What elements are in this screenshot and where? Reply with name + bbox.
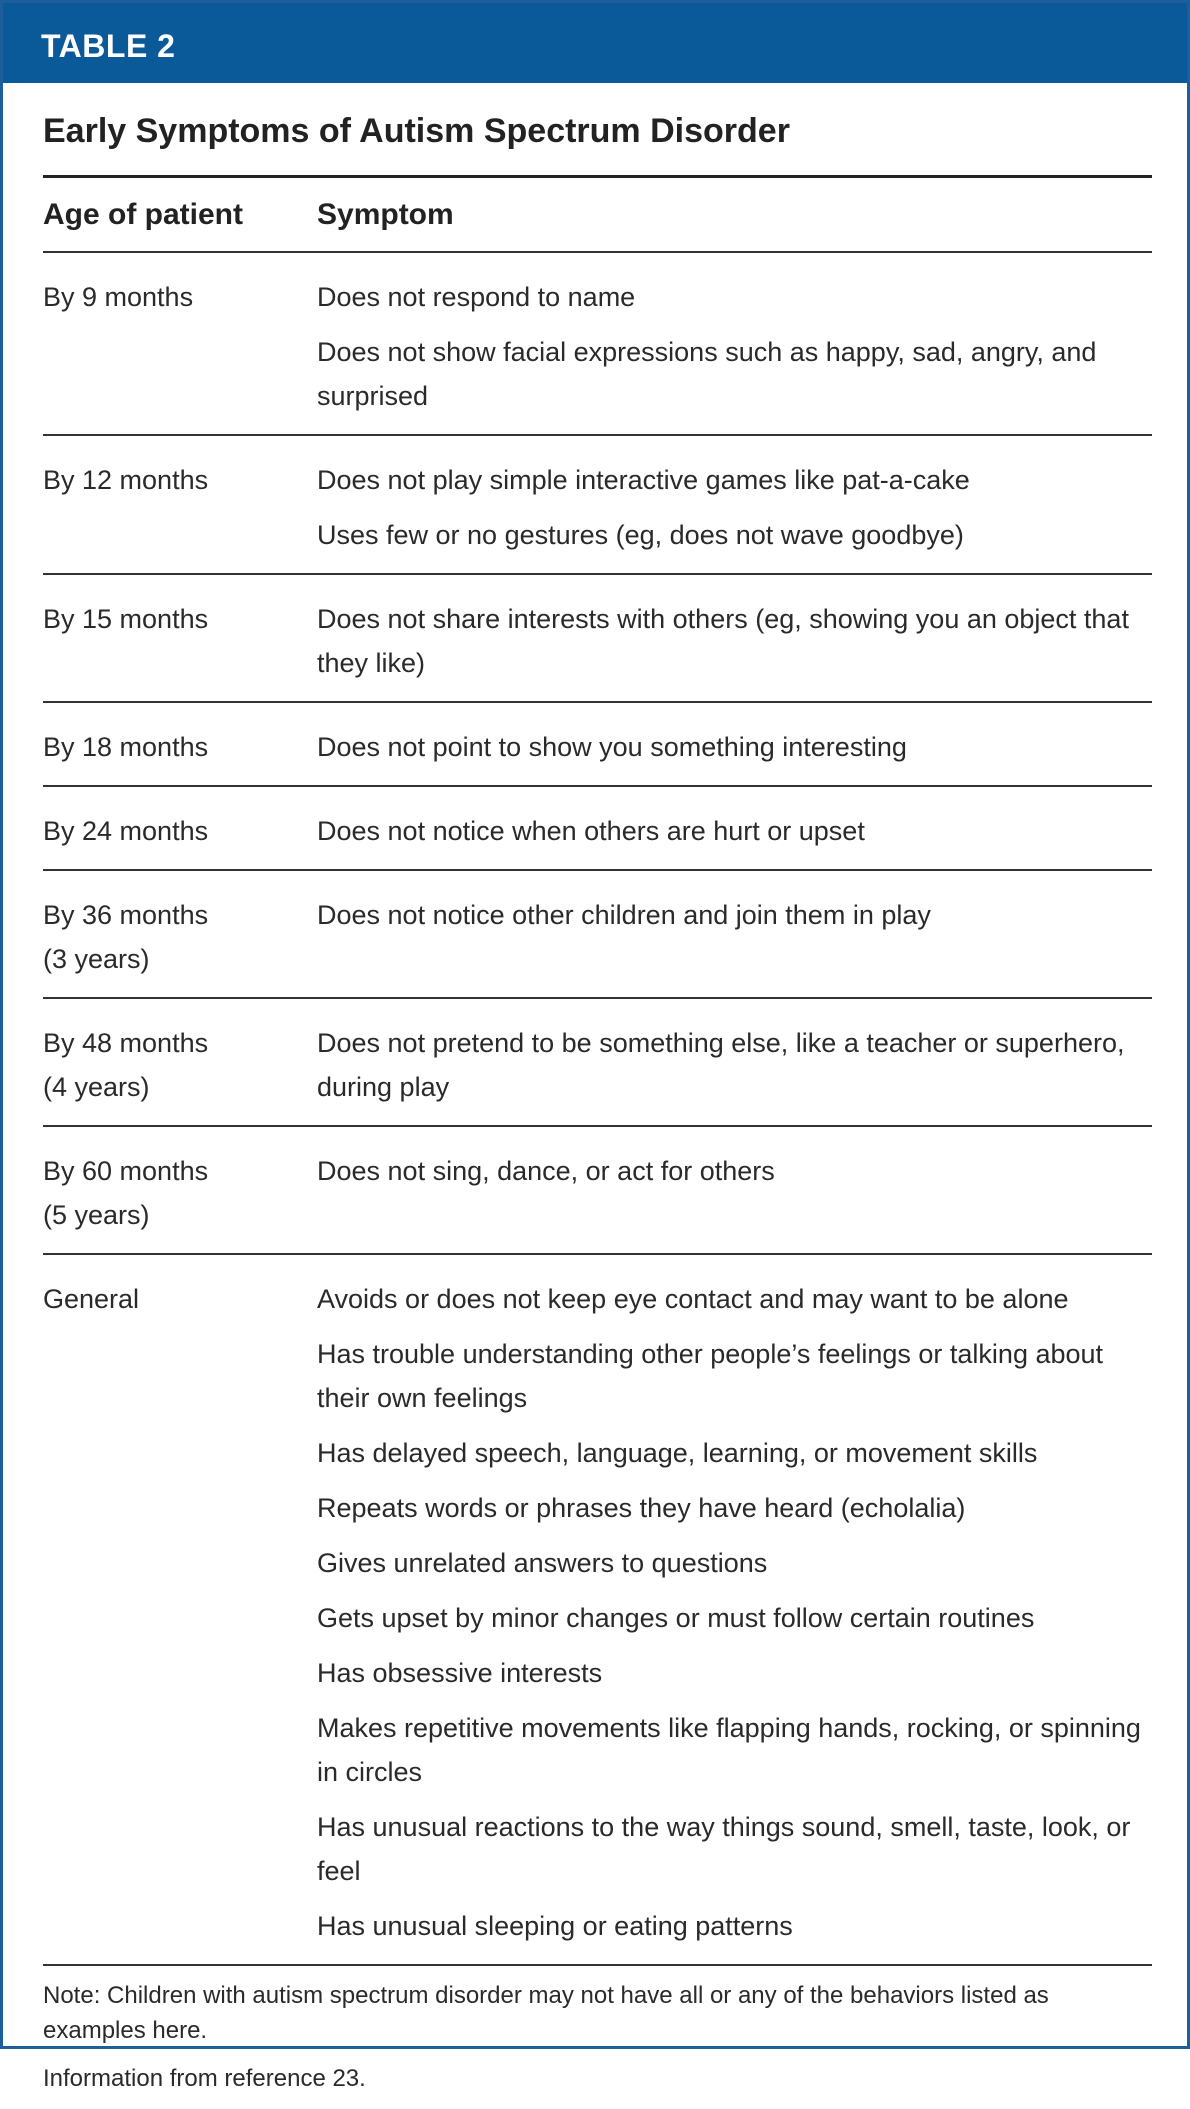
symptom-cell [317,1254,1152,1965]
symptom-item: Does not sing, dance, or act for others [317,1156,775,1186]
symptom-item: Does not show facial expressions such as happy, sad, angry, and surprised [317,337,1097,411]
symptom-item: Has trouble understanding other people’s feelings or talking about their own feelings [317,1339,1104,1413]
symptom-item: Avoids or does not keep eye contact and may want to be alone [317,1284,1069,1314]
table-body [43,252,1152,1965]
age-cell: By 60 months (5 years) [43,1126,317,1254]
symptom-cell [317,252,1152,435]
table-row [43,1254,1152,1965]
age-cell: By 36 months (3 years) [43,870,317,998]
symptom-item: Does not point to show you something interesting [317,732,907,762]
symptom-cell [317,998,1152,1126]
symptom-item: Repeats words or phrases they have heard (echolalia) [317,1493,966,1523]
symptom-cell [317,702,1152,786]
table-row [43,574,1152,702]
table-row [43,786,1152,870]
age-cell: By 24 months [43,786,317,870]
symptom-cell [317,786,1152,870]
symptom-cell [317,435,1152,574]
symptom-item: Does not share interests with others (eg, showing you an object that they like) [317,604,1129,678]
table-note: Note: Children with autism spectrum disorder may not have all or any of the behaviors listed as examples here. [43,1982,1049,2044]
symptom-item: Uses few or no gestures (eg, does not wave goodbye) [317,520,964,550]
symptom-cell [317,574,1152,702]
symptom-item: Does not notice when others are hurt or upset [317,816,865,846]
age-cell: By 15 months [43,574,317,702]
table-title: Early Symptoms of Autism Spectrum Disorder [43,86,1152,178]
symptoms-table [43,178,1152,1966]
symptom-item: Does not notice other children and join them in play [317,900,931,930]
symptom-item: Has delayed speech, language, learning, or movement skills [317,1438,1038,1468]
age-cell: General [43,1254,317,1965]
symptom-item: Does not respond to name [317,282,636,312]
header-symptom: Symptom [317,178,1152,252]
symptom-item: Has obsessive interests [317,1658,603,1688]
symptom-item: Does not play simple interactive games like pat-a-cake [317,465,970,495]
table-row [43,870,1152,998]
symptom-cell [317,870,1152,998]
symptom-cell [317,1126,1152,1254]
symptom-item: Has unusual reactions to the way things sound, smell, taste, look, or feel [317,1812,1131,1886]
age-cell: By 12 months [43,435,317,574]
age-cell: By 9 months [43,252,317,435]
age-cell: By 48 months (4 years) [43,998,317,1126]
header-age: Age of patient [43,178,317,252]
symptom-item: Gets upset by minor changes or must follow certain routines [317,1603,1035,1633]
symptom-item: Makes repetitive movements like flapping hands, rocking, or spinning in circles [317,1713,1141,1787]
age-cell: By 18 months [43,702,317,786]
table-content [43,86,1152,2109]
table-row [43,1126,1152,1254]
symptom-item: Does not pretend to be something else, like a teacher or superhero, during play [317,1028,1125,1102]
header-row [43,178,1152,252]
table-notes [43,1966,1152,2096]
table-row [43,702,1152,786]
symptom-item: Gives unrelated answers to questions [317,1548,768,1578]
table-row [43,252,1152,435]
table-number-banner: TABLE 2 [3,3,1187,83]
table-row [43,998,1152,1126]
table-note: Information from reference 23. [43,2065,366,2092]
table-row [43,435,1152,574]
symptom-item: Has unusual sleeping or eating patterns [317,1911,793,1941]
